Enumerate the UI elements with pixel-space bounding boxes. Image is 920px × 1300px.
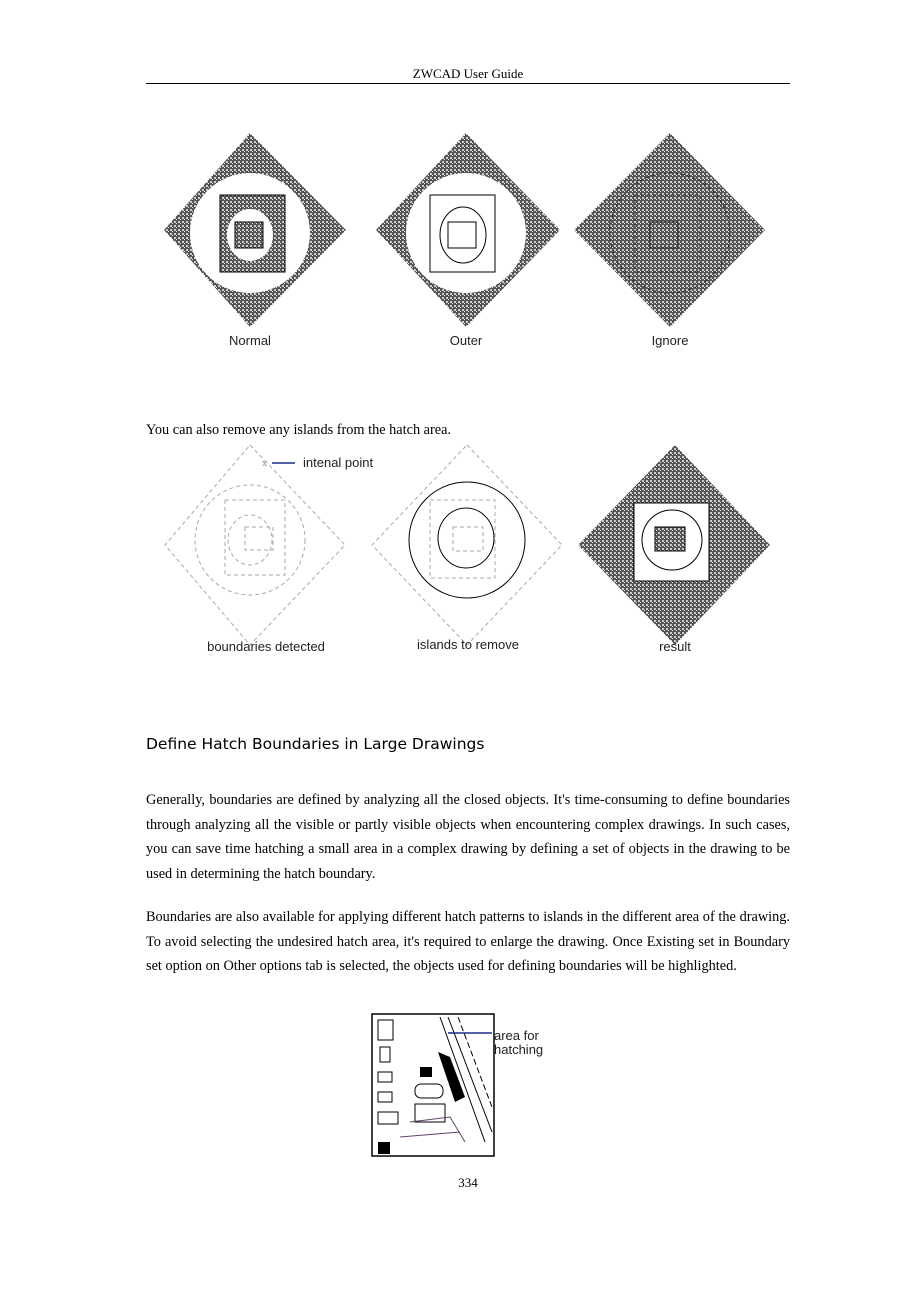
- islands-to-remove-diagram: [372, 445, 562, 645]
- internal-point-label: intenal point: [303, 455, 374, 470]
- area-label-line2: hatching: [494, 1042, 544, 1057]
- header-rule: [146, 83, 790, 84]
- area-for-hatching-figure: [370, 1012, 570, 1162]
- caption-result: result: [659, 639, 691, 654]
- caption-normal: Normal: [229, 333, 271, 348]
- section-heading: Define Hatch Boundaries in Large Drawings: [146, 735, 485, 753]
- outer-diagram: [376, 133, 560, 348]
- ignore-diagram: [574, 133, 765, 348]
- caption-islands-to-remove: islands to remove: [417, 637, 519, 652]
- caption-ignore: Ignore: [651, 333, 689, 348]
- paragraph-2: Boundaries are also available for applying different hatch patterns to islands in the different area of the drawing. To avoid selecting the undesired hatch area, it's required to enlarge the drawing. Once Existing set in Boundary set option on Other options tab is selected, the objects used for defining boundaries will be highlighted.: [146, 909, 790, 974]
- page-number: 334: [458, 1175, 478, 1190]
- running-header: ZWCAD User Guide: [412, 66, 524, 81]
- paragraph-1: Generally, boundaries are defined by analyzing all the closed objects. It's time-consuming to define boundaries through analyzing all the visible or partly visible objects when encountering complex drawings. In such cases, you can save time hatching a small area in a complex drawing by defining a set of objects in the drawing to be used in determining the hatch boundary.: [146, 792, 790, 882]
- remove-islands-figure: [150, 440, 780, 660]
- hatch-styles-figure: [150, 125, 780, 360]
- result-diagram: [578, 445, 770, 645]
- boundaries-detected-diagram: [165, 445, 345, 645]
- caption-boundaries-detected: boundaries detected: [207, 639, 325, 654]
- intro-text: You can also remove any islands from the hatch area.: [146, 422, 452, 438]
- normal-diagram: [164, 133, 346, 348]
- svg-text:x: x: [262, 458, 267, 469]
- area-label-line1: area for: [494, 1028, 539, 1043]
- caption-outer: Outer: [449, 333, 483, 348]
